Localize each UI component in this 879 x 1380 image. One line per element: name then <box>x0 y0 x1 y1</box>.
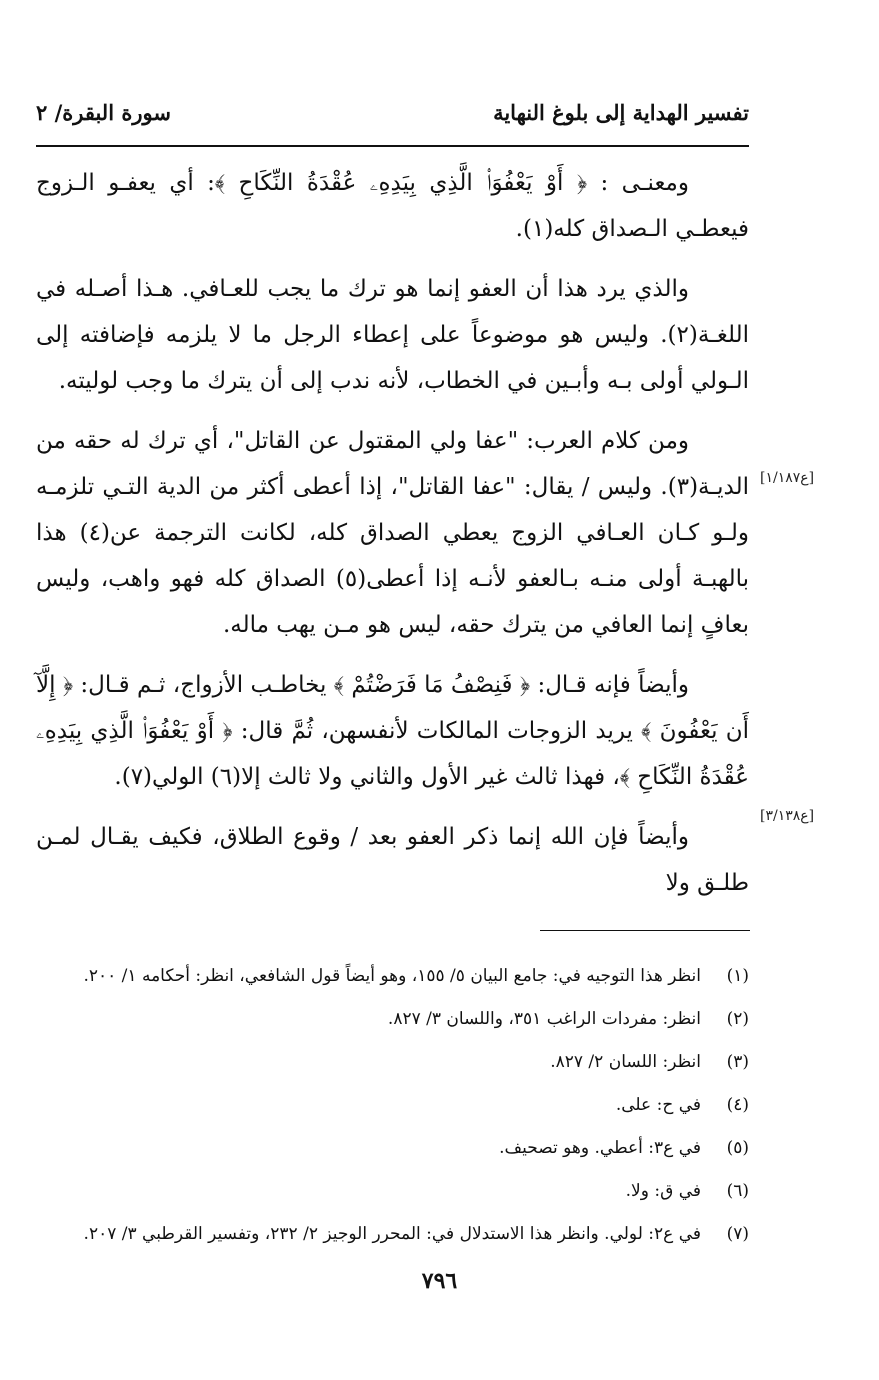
surah-title: سورة البقرة/ ٢ <box>36 100 171 125</box>
footnote <box>36 955 749 998</box>
paragraph: وأيضاً فإن الله إنما ذكر العفو بعد / وقوع الطلاق، فكيف يقـال لمـن طلـق ولا <box>36 824 749 896</box>
footnote-divider <box>540 930 750 931</box>
paragraph: والذي يرد هذا أن العفو إنما هو ترك ما يجب للعـافي. هـذا أصـله في اللغـة(٢). وليس هو موضوعاً على إعطاء الرجل ما لا يلزمه فإضافته إلى الـولي أولى بـه وأبـين في الخطاب، لأنه ندب إلى أن يترك ما وجب لوليته. <box>36 276 749 394</box>
footnote-text: انظر: اللسان ٢/ ٨٢٧. <box>550 1052 701 1072</box>
header-divider <box>36 145 749 147</box>
footnote-number: (٤) <box>726 1095 749 1115</box>
running-header <box>36 100 749 140</box>
footnote-number: (١) <box>726 966 749 986</box>
footnote <box>36 1041 749 1084</box>
footnote <box>36 998 749 1041</box>
footnote-number: (٧) <box>726 1224 749 1244</box>
page-number: ٧٩٦ <box>421 1268 458 1294</box>
footnote-text: انظر: مفردات الراغب ٣٥١، واللسان ٣/ ٨٢٧. <box>387 1009 701 1029</box>
footnote-number: (٦) <box>726 1181 749 1201</box>
paragraph: ومعنـى : ﴿ أَوْ يَعْفُوَا۟ الَّذِي بِيَدِهِۦ عُقْدَةُ النِّكَاحِ ﴾: أي يعفـو الـزوج فيعطـي الـصداق كله(١). <box>36 170 749 242</box>
manuscript-marker: [ع٣/١٣٨] <box>760 808 815 824</box>
footnote <box>36 1170 749 1213</box>
manuscript-marker: [ع١/١٨٧] <box>760 470 815 486</box>
footnote-number: (٥) <box>726 1138 749 1158</box>
paragraph: ومن كلام العرب: "عفا ولي المقتول عن القاتل"، أي ترك له حقه من الديـة(٣). وليس / يقال: "عفا القاتل"، إذا أعطى أكثر من الدية التـي تلزمـه ولـو كـان العـافي الزوج يعطي الصداق كله، لكانت الترجمة عن(٤) هذا بالهبـة أولى منـه بـالعفو لأنـه إذا أعطى(٥) الصداق كله فهو واهب، وليس بعافٍ إنما العافي من يترك حقه، ليس هو مـن يهب ماله. <box>36 428 749 638</box>
footnote-number: (٣) <box>726 1052 749 1072</box>
book-title: تفسير الهداية إلى بلوغ النهاية <box>493 100 749 125</box>
footnote-text: انظر هذا التوجيه في: جامع البيان ٥/ ١٥٥، وهو أيضاً قول الشافعي، انظر: أحكامه ١/ ٢٠٠. <box>83 966 701 986</box>
footnotes <box>36 955 749 1256</box>
footnote <box>36 1213 749 1256</box>
footnote-text: في ح: على. <box>615 1095 701 1115</box>
footnote <box>36 1084 749 1127</box>
footnote-text: في ع٢: لولي. وانظر هذا الاستدلال في: المحرر الوجيز ٢/ ٢٣٢، وتفسير القرطبي ٣/ ٢٠٧. <box>83 1224 701 1244</box>
paragraph: وأيضاً فإنه قـال: ﴿ فَنِصْفُ مَا فَرَضْتُمْ ﴾ يخاطـب الأزواج، ثـم قـال: ﴿ إِلَّآ أَن يَعْفُونَ ﴾ يريد الزوجات المالكات لأنفسهن، ثُمَّ قال: ﴿ أَوْ يَعْفُوَا۟ الَّذِي بِيَدِهِۦ عُقْدَةُ النِّكَاحِ ﴾، فهذا ثالث غير الأول والثاني ولا ثالث إلا(٦) الولي(٧). <box>36 672 749 790</box>
footnote-text: في ق: ولا. <box>625 1181 701 1201</box>
footnote <box>36 1127 749 1170</box>
footnote-text: في ع٣: أعطي. وهو تصحيف. <box>499 1138 701 1158</box>
main-text <box>36 160 749 920</box>
footnote-number: (٢) <box>726 1009 749 1029</box>
